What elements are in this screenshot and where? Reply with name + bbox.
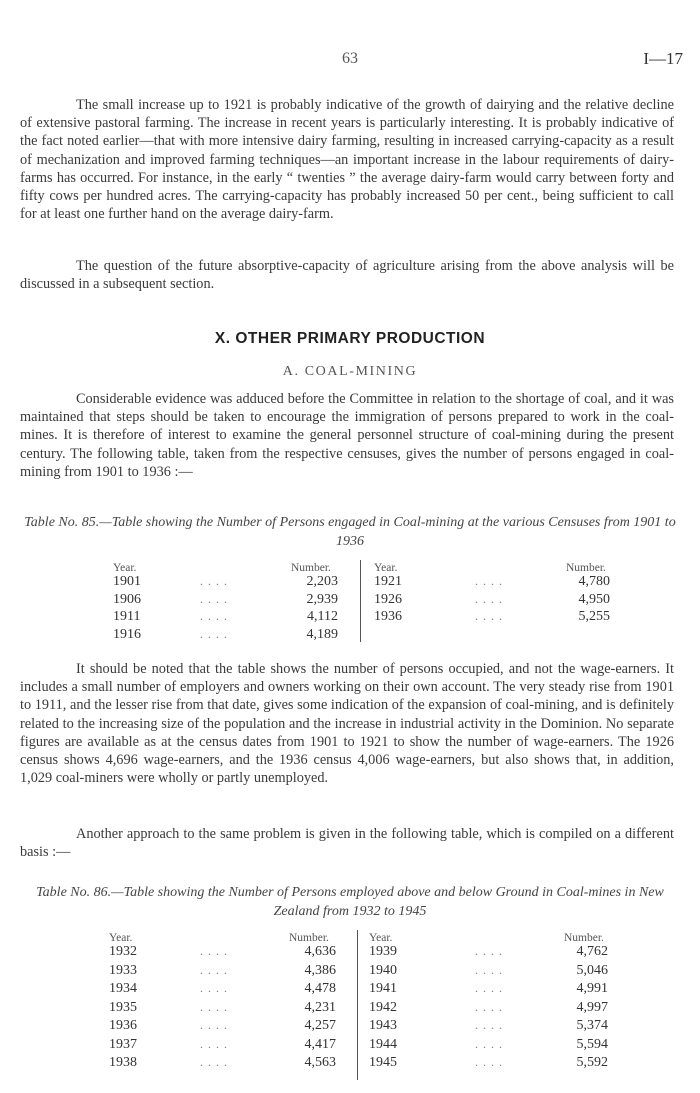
table-row bbox=[0, 944, 700, 962]
table-row bbox=[0, 592, 700, 610]
table-cell-year: 1937 bbox=[109, 1036, 137, 1052]
leader-dots: . . . . bbox=[475, 1036, 503, 1051]
table-85-caption: Table No. 85.—Table showing the Number of Persons engaged in Coal-mining at the various Censuses from 1901 to 1936 bbox=[24, 515, 676, 549]
paragraph-coal-shortage: Considerable evidence was adduced before the Committee in relation to the shortage of coal, and it was maintained that steps should be taken to encourage the immigration of persons prepared to work in the coal-mines. It is therefore of interest to examine the general personnel structure of coal-mining during the present century. The following table, taken from the respective censuses, gives the number of persons engaged in coal-mining from 1901 to 1936 :— bbox=[20, 391, 674, 480]
table-cell-year: 1934 bbox=[109, 981, 137, 996]
table-85-year-header-right: Year. bbox=[374, 562, 398, 574]
table-cell-year: 1939 bbox=[369, 944, 397, 959]
table-cell-number: 4,636 bbox=[304, 944, 336, 959]
leader-dots: . . . . bbox=[200, 609, 228, 623]
leader-dots: . . . . bbox=[200, 981, 228, 995]
table-cell-number: 4,417 bbox=[304, 1036, 336, 1052]
table-cell-number: 5,255 bbox=[578, 609, 610, 624]
table-cell-number: 4,780 bbox=[578, 574, 610, 589]
leader-dots: . . . . bbox=[200, 626, 228, 641]
leader-dots: . . . . bbox=[200, 591, 228, 606]
leader-dots: . . . . bbox=[475, 999, 503, 1014]
table-cell-number: 4,478 bbox=[304, 981, 336, 996]
table-cell-year: 1926 bbox=[374, 591, 402, 607]
table-cell-year: 1935 bbox=[109, 999, 137, 1015]
table-cell-year: 1936 bbox=[374, 609, 402, 624]
table-cell-year: 1940 bbox=[369, 962, 397, 978]
table-cell-year: 1936 bbox=[109, 1018, 137, 1033]
table-86-year-header-right: Year. bbox=[369, 932, 393, 944]
table-cell-number: 4,189 bbox=[306, 626, 338, 642]
table-row bbox=[0, 627, 700, 645]
table-cell-year: 1911 bbox=[113, 609, 141, 624]
table-cell-number: 5,592 bbox=[576, 1055, 608, 1070]
table-cell-year: 1944 bbox=[369, 1036, 397, 1052]
table-cell-year: 1933 bbox=[109, 962, 137, 978]
table-86-year-header-left: Year. bbox=[109, 932, 133, 944]
table-85-number-header-left: Number. bbox=[291, 562, 331, 574]
table-row bbox=[0, 981, 700, 999]
table-cell-number: 4,762 bbox=[576, 944, 608, 959]
leader-dots: . . . . bbox=[475, 1055, 503, 1069]
paragraph-another-approach: Another approach to the same problem is given in the following table, which is compiled on a different basis :— bbox=[20, 826, 674, 861]
paragraph-absorptive-capacity: The question of the future absorptive-capacity of agriculture arising from the above analysis will be discussed in a subsequent section. bbox=[20, 258, 674, 293]
table-cell-number: 4,112 bbox=[307, 609, 338, 624]
table-cell-number: 4,997 bbox=[576, 999, 608, 1015]
table-cell-year: 1916 bbox=[113, 626, 141, 642]
table-86 bbox=[0, 928, 700, 1083]
paragraph-dairy-increase: The small increase up to 1921 is probably indicative of the growth of dairying and the relative decline of extensive pastoral farming. The increase in recent years is particularly interesting. It is probably indicative of the fact noted earlier—that with more intensive dairy farming, resulting in increased carrying-capacity as a result of mechanization and improved farming techniques—an important increase in the labour requirements of dairy-farms has occurred. For instance, in the early “ twenties ” the average dairy-farm would carry between forty and fifty cows per hundred acres. The carrying-capacity has probably increased 50 per cent., being sufficient to call for at least one further hand on the average dairy-farm. bbox=[20, 97, 674, 223]
leader-dots: . . . . bbox=[475, 574, 503, 588]
page-number: 63 bbox=[342, 50, 358, 67]
table-row bbox=[0, 963, 700, 981]
table-86-caption: Table No. 86.—Table showing the Number of Persons employed above and below Ground in Coal-mines in New Zealand from 1932 to 1945 bbox=[36, 885, 664, 919]
table-cell-number: 4,991 bbox=[576, 981, 608, 996]
table-row bbox=[0, 1018, 700, 1036]
table-cell-year: 1943 bbox=[369, 1018, 397, 1033]
section-subtitle: A. COAL-MINING bbox=[282, 364, 418, 379]
section-title: X. OTHER PRIMARY PRODUCTION bbox=[214, 330, 486, 347]
table-cell-year: 1938 bbox=[109, 1055, 137, 1070]
table-86-number-header-left: Number. bbox=[289, 932, 329, 944]
table-cell-number: 2,939 bbox=[306, 591, 338, 607]
table-cell-number: 4,257 bbox=[304, 1018, 336, 1033]
leader-dots: . . . . bbox=[200, 999, 228, 1014]
table-85-year-header-left: Year. bbox=[113, 562, 137, 574]
paragraph-occupied-note: It should be noted that the table shows the number of persons occupied, and not the wage-earners. It includes a small number of employers and owners working on their own account. The very steady rise from 1901 to 1911, and the lesser rise from that date, gives some indication of the expansion of coal-mining, and is definitely related to the increasing size of the population and the increase in industrial activity in the Dominion. No separate figures are available as at the census dates from 1901 to 1921 to show the number of wage-earners. The 1926 census shows 4,696 wage-earners, and the 1936 census 4,006 wage-earners, but also shows that, in addition, 1,029 coal-miners were wholly or partly unemployed. bbox=[20, 661, 674, 787]
table-85-number-header-right: Number. bbox=[566, 562, 606, 574]
leader-dots: . . . . bbox=[475, 981, 503, 995]
leader-dots: . . . . bbox=[200, 1036, 228, 1051]
table-row bbox=[0, 574, 700, 592]
table-cell-year: 1945 bbox=[369, 1055, 397, 1070]
leader-dots: . . . . bbox=[200, 574, 228, 588]
table-row bbox=[0, 1055, 700, 1073]
table-cell-number: 4,386 bbox=[304, 962, 336, 978]
table-86-number-header-right: Number. bbox=[564, 932, 604, 944]
leader-dots: . . . . bbox=[475, 591, 503, 606]
table-cell-number: 5,046 bbox=[576, 962, 608, 978]
table-cell-number: 5,594 bbox=[576, 1036, 608, 1052]
table-cell-number: 4,950 bbox=[578, 591, 610, 607]
table-cell-number: 5,374 bbox=[576, 1018, 608, 1033]
leader-dots: . . . . bbox=[200, 1055, 228, 1069]
table-85 bbox=[0, 558, 700, 648]
table-cell-number: 2,203 bbox=[306, 574, 338, 589]
table-row bbox=[0, 1000, 700, 1018]
table-row bbox=[0, 1037, 700, 1055]
table-cell-year: 1901 bbox=[113, 574, 141, 589]
table-cell-year: 1942 bbox=[369, 999, 397, 1015]
table-cell-number: 4,563 bbox=[304, 1055, 336, 1070]
leader-dots: . . . . bbox=[475, 1018, 503, 1032]
leader-dots: . . . . bbox=[475, 609, 503, 623]
leader-dots: . . . . bbox=[475, 962, 503, 977]
table-cell-year: 1906 bbox=[113, 591, 141, 607]
leader-dots: . . . . bbox=[200, 1018, 228, 1032]
table-row bbox=[0, 609, 700, 627]
table-cell-year: 1932 bbox=[109, 944, 137, 959]
document-reference: I—17 bbox=[643, 49, 683, 68]
leader-dots: . . . . bbox=[475, 944, 503, 958]
table-cell-year: 1941 bbox=[369, 981, 397, 996]
table-cell-number: 4,231 bbox=[304, 999, 336, 1015]
leader-dots: . . . . bbox=[200, 962, 228, 977]
leader-dots: . . . . bbox=[200, 944, 228, 958]
table-cell-year: 1921 bbox=[374, 574, 402, 589]
